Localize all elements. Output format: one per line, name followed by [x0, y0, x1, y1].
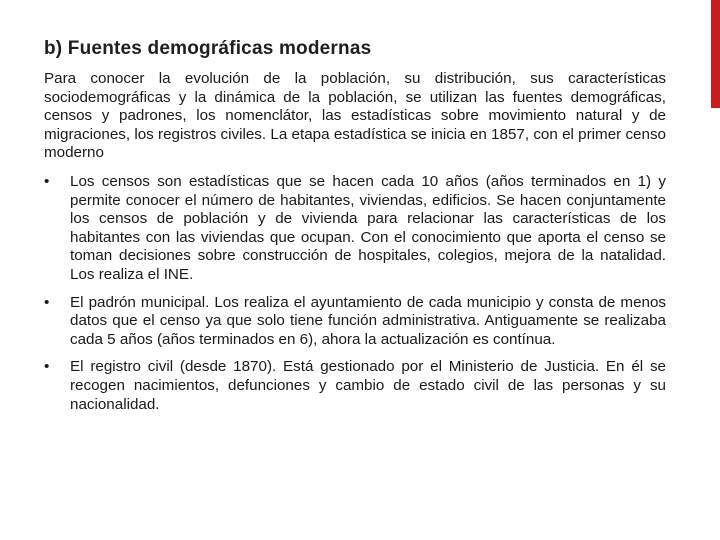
accent-bar [711, 0, 720, 108]
term-censos: Los censos [70, 172, 150, 190]
term-padron: El padrón municipal [70, 293, 206, 311]
list-item-censos [44, 173, 666, 285]
bullet-marker: • [44, 172, 50, 190]
term-registro: El registro civil [70, 358, 174, 376]
bullet-text: son estadísticas que se hacen cada 10 años (años terminados en 1) y permite conocer el número de habitantes, viviendas, edificios. Se hacen conjuntamente los censos de población y de vivienda para relacionar las características de los habitantes con las viviendas que ocupan. Con el conocimiento que aporta el censo se toman decisiones sobre construcción de hospitales, colegios, mejora de la natalidad. Los realiza el INE. [70, 172, 667, 283]
bullet-text: (desde 1870). Está gestionado por el Ministerio de Justicia. En él se recogen nacimientos, defunciones y cambio de estado civil de las personas y su nacionalidad. [70, 358, 666, 413]
slide-title: b) Fuentes demográficas modernas [44, 38, 372, 59]
slide-content [44, 70, 666, 423]
bullet-marker: • [44, 293, 50, 311]
list-item-registro [44, 358, 666, 414]
intro-paragraph: Para conocer la evolución de la población, su distribución, sus características sociodemográficas y la dinámica de la población, se utilizan las fuentes demográficas, censos y padrones, los nomenclátor, las estadísticas sobre movimiento natural y de migraciones, los registros civiles. La etapa estadística se inicia en 1857, con el primer censo moderno [44, 70, 666, 162]
bullet-text: . Los realiza el ayuntamiento de cada municipio y consta de menos datos que el censo ya que solo tiene función administrativa. Antiguamente se realizaba cada 5 años (años terminados en 6), ahora la actualización es contínua. [70, 293, 666, 348]
bullet-list [44, 173, 666, 414]
bullet-marker: • [44, 358, 50, 376]
list-item-padron [44, 294, 666, 350]
